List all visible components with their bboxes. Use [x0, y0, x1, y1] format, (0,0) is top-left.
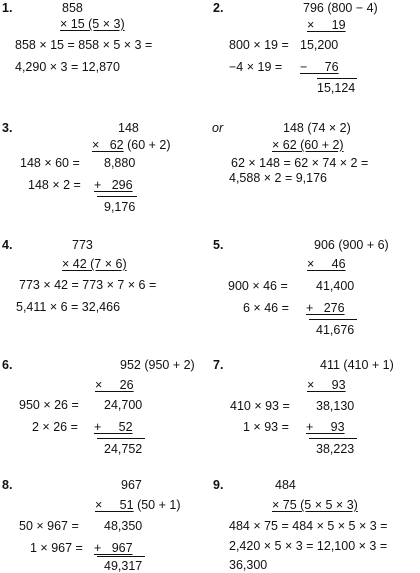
- step-value-line: [306, 421, 345, 434]
- multiplier: × 19: [307, 18, 346, 32]
- sum-rule: [317, 78, 357, 79]
- multiplier-line: [95, 379, 134, 392]
- problem-number: 1.: [2, 1, 13, 15]
- result: 24,752: [104, 442, 143, 456]
- step-value-line: [94, 542, 133, 555]
- work-line: 4,290 × 3 = 12,870: [15, 60, 120, 74]
- multiplier: × 75 (5 × 5 × 3): [272, 498, 358, 512]
- problem-number: 5.: [213, 238, 224, 252]
- step-label: 1 × 967 =: [30, 541, 83, 555]
- sum-rule: [97, 556, 145, 557]
- step-value: 15,200: [300, 38, 339, 52]
- alt-multiplier: × 62 (60 + 2): [272, 138, 344, 152]
- multiplicand: 484: [275, 478, 296, 492]
- result: 38,223: [316, 442, 355, 456]
- multiplier-line: [95, 499, 181, 512]
- work-line: 2,420 × 5 × 3 = 12,100 × 3 =: [229, 539, 388, 553]
- step-value: 41,400: [316, 279, 355, 293]
- step-value-line: [94, 179, 133, 192]
- multiplicand: 773: [72, 238, 93, 252]
- result: 41,676: [316, 323, 355, 337]
- multiplicand: 411 (410 + 1): [320, 358, 394, 372]
- multiplier-line: [307, 258, 346, 271]
- step-value: 24,700: [104, 398, 143, 412]
- work-line: 484 × 75 = 484 × 5 × 5 × 3 =: [229, 519, 388, 533]
- multiplier-line: [272, 499, 358, 512]
- multiplier-line: [60, 18, 125, 31]
- multiplier-line: [307, 19, 346, 32]
- or-label: or: [212, 121, 224, 135]
- step-value: 48,350: [104, 519, 143, 533]
- sum-rule: [97, 438, 145, 439]
- multiplier: × 51: [95, 498, 134, 512]
- multiplicand: 858: [62, 1, 83, 15]
- result: 49,317: [104, 559, 143, 573]
- multiplier-note: (50 + 1): [137, 498, 181, 512]
- sum-rule: [97, 196, 137, 197]
- problem-number: 7.: [213, 358, 224, 372]
- alt-multiplicand: 148 (74 × 2): [283, 121, 351, 135]
- step-value: + 967: [94, 541, 133, 555]
- multiplicand: 952 (950 + 2): [120, 358, 195, 372]
- step-value: 8,880: [104, 156, 136, 170]
- sum-rule: [309, 319, 357, 320]
- multiplier-note: (60 + 2): [127, 138, 171, 152]
- problem-number: 9.: [213, 478, 224, 492]
- work-line: 773 × 42 = 773 × 7 × 6 =: [19, 278, 157, 292]
- work-line: 5,411 × 6 = 32,466: [16, 300, 121, 314]
- step-value: 38,130: [316, 399, 355, 413]
- step-value: + 52: [94, 420, 133, 434]
- multiplier: × 62: [92, 138, 124, 152]
- step-value: − 76: [300, 60, 339, 74]
- step-label: 148 × 60 =: [20, 156, 80, 170]
- multiplier: × 26: [95, 378, 134, 392]
- problem-number: 4.: [2, 238, 13, 252]
- step-value-line: [300, 61, 339, 74]
- work-line: 4,588 × 2 = 9,176: [229, 171, 328, 185]
- step-label: 410 × 93 =: [230, 399, 290, 413]
- step-value-line: [306, 302, 345, 315]
- step-label: 950 × 26 =: [19, 398, 79, 412]
- multiplier: × 93: [307, 378, 346, 392]
- work-line: 36,300: [229, 558, 268, 572]
- multiplicand: 906 (900 + 6): [314, 238, 389, 252]
- result: 9,176: [104, 200, 136, 214]
- sum-rule: [309, 438, 357, 439]
- problem-number: 2.: [213, 1, 224, 15]
- step-label: 2 × 26 =: [32, 420, 78, 434]
- multiplier: × 46: [307, 257, 346, 271]
- step-label: 800 × 19 =: [229, 38, 289, 52]
- alt-multiplier-line: [272, 139, 344, 152]
- multiplier: × 15 (5 × 3): [60, 17, 125, 31]
- work-line: 858 × 15 = 858 × 5 × 3 =: [15, 38, 153, 52]
- multiplier-line: [307, 379, 346, 392]
- multiplier-line: [92, 139, 171, 152]
- step-value: + 276: [306, 301, 345, 315]
- step-value: + 93: [306, 420, 345, 434]
- multiplicand: 967: [121, 478, 142, 492]
- multiplier: × 42 (7 × 6): [62, 257, 127, 271]
- step-label: 6 × 46 =: [243, 301, 289, 315]
- problem-number: 3.: [2, 121, 13, 135]
- step-value-line: [94, 421, 133, 434]
- step-label: 900 × 46 =: [228, 279, 288, 293]
- result: 15,124: [317, 81, 356, 95]
- step-label: 50 × 967 =: [19, 519, 79, 533]
- multiplicand: 796 (800 − 4): [303, 1, 378, 15]
- problem-number: 8.: [2, 478, 13, 492]
- step-value: + 296: [94, 178, 133, 192]
- problem-number: 6.: [2, 358, 13, 372]
- multiplicand: 148: [118, 121, 139, 135]
- step-label: 1 × 93 =: [243, 420, 289, 434]
- multiplier-line: [62, 258, 127, 271]
- step-label: −4 × 19 =: [229, 60, 283, 74]
- work-line: 62 × 148 = 62 × 74 × 2 =: [231, 156, 369, 170]
- step-label: 148 × 2 =: [28, 178, 81, 192]
